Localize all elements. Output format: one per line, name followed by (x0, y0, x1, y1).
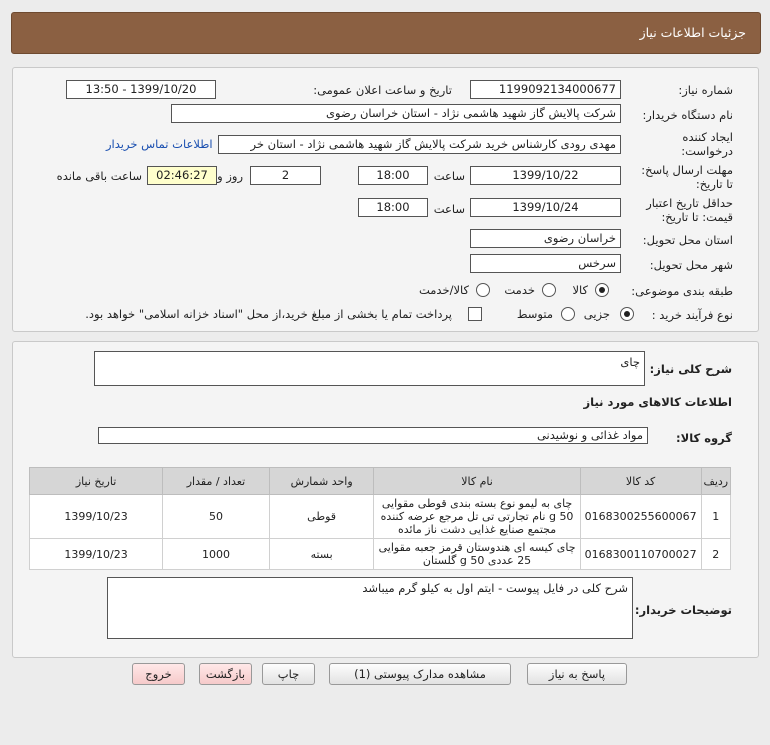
buyer-notes-field: شرح کلی در فایل پیوست - ایتم اول به کیلو گرم میباشد (107, 577, 633, 639)
send-deadline-label-2: تا تاریخ: (695, 177, 733, 191)
validity-time-label: ساعت (433, 202, 465, 216)
process-radio-medium[interactable] (561, 307, 575, 321)
col-header-row: ردیف (701, 468, 730, 495)
buyer-org-field: شرکت پالایش گاز شهید هاشمی نژاد - استان خراسان رضوی (171, 104, 621, 123)
category-radio-goods-service[interactable] (476, 283, 490, 297)
validity-time-field: 18:00 (358, 198, 428, 217)
creator-field: مهدی رودی کارشناس خرید شرکت پالایش گاز شهید هاشمی نژاد - استان خر (218, 135, 621, 154)
process-option-minor: جزیی (583, 307, 610, 321)
cell-row: 2 (701, 539, 730, 570)
category-radio-goods[interactable] (595, 283, 609, 297)
category-radio-service[interactable] (542, 283, 556, 297)
category-option-service: خدمت (504, 283, 535, 297)
validity-label-1: حداقل تاریخ اعتبار (646, 196, 733, 210)
col-header-date: تاریخ نیاز (30, 468, 163, 495)
province-label: استان محل تحویل: (642, 233, 733, 247)
days-field: 2 (250, 166, 321, 185)
announce-label: تاریخ و ساعت اعلان عمومی: (313, 83, 452, 97)
cell-qty: 1000 (163, 539, 270, 570)
col-header-unit: واحد شمارش (269, 468, 374, 495)
cell-date: 1399/10/23 (30, 495, 163, 539)
province-field: خراسان رضوی (470, 229, 621, 248)
buyer-org-label: نام دستگاه خریدار: (642, 108, 733, 122)
city-label: شهر محل تحویل: (649, 258, 733, 272)
remaining-label: ساعت باقی مانده (56, 169, 142, 183)
goods-group-field: مواد غذائی و نوشیدنی (98, 427, 648, 444)
cell-qty: 50 (163, 495, 270, 539)
page-header (11, 12, 761, 54)
send-time-label: ساعت (433, 169, 465, 183)
reply-button[interactable]: پاسخ به نیاز (527, 663, 627, 685)
send-time-field: 18:00 (358, 166, 428, 185)
category-option-goods: کالا (572, 283, 588, 297)
validity-date-field: 1399/10/24 (470, 198, 621, 217)
col-header-qty: تعداد / مقدار (163, 468, 270, 495)
process-label: نوع فرآیند خرید : (651, 308, 733, 322)
print-button[interactable]: چاپ (262, 663, 315, 685)
contact-info-link[interactable]: اطلاعات تماس خریدار (106, 137, 213, 151)
announce-field: 1399/10/20 - 13:50 (66, 80, 216, 99)
creator-label-2: درخواست: (681, 144, 733, 158)
need-number-label: شماره نیاز: (678, 83, 733, 97)
cell-code: 0168300255600067 (580, 495, 701, 539)
goods-table (29, 467, 731, 570)
cell-row: 1 (701, 495, 730, 539)
attachments-button[interactable]: مشاهده مدارک پیوستی (1) (329, 663, 511, 685)
col-header-code: کد کالا (580, 468, 701, 495)
cell-unit: قوطی (269, 495, 374, 539)
process-option-medium: متوسط (516, 307, 553, 321)
cell-unit: بسته (269, 539, 374, 570)
city-field: سرخس (470, 254, 621, 273)
back-button[interactable]: بازگشت (199, 663, 252, 685)
table-header-row (30, 468, 731, 495)
cell-name: چای کیسه ای هندوستان قرمز جعبه مقوایی 25 عددی 50 g گلستان (374, 539, 580, 570)
treasury-payment-note: پرداخت تمام یا بخشی از مبلغ خرید،از محل "اسناد خزانه اسلامی" خواهد بود. (85, 307, 452, 321)
cell-code: 0168300110700027 (580, 539, 701, 570)
need-summary-field: چای (94, 351, 645, 386)
goods-group-label: گروه کالا: (676, 431, 732, 445)
category-label: طبقه بندی موضوعی: (631, 284, 733, 298)
page-title: جزئیات اطلاعات نیاز (639, 25, 746, 40)
cell-date: 1399/10/23 (30, 539, 163, 570)
creator-label-1: ایجاد کننده (682, 130, 733, 144)
col-header-name: نام کالا (374, 468, 580, 495)
table-row (30, 539, 731, 570)
send-deadline-label-1: مهلت ارسال پاسخ: (641, 163, 733, 177)
send-date-field: 1399/10/22 (470, 166, 621, 185)
remaining-time-field: 02:46:27 (147, 166, 217, 185)
cell-name: چای به لیمو نوع بسته بندی قوطی مقوایی 50 g نام تجارتی تی تل مرجع عرضه کننده مجتمع صنایع غذایی دشت ناز مائده (374, 495, 580, 539)
buyer-notes-label: توضیحات خریدار: (634, 603, 732, 617)
treasury-payment-checkbox[interactable] (468, 307, 482, 321)
process-radio-minor[interactable] (620, 307, 634, 321)
validity-label-2: قیمت: تا تاریخ: (661, 210, 733, 224)
goods-info-title: اطلاعات کالاهای مورد نیاز (583, 395, 732, 409)
table-row (30, 495, 731, 539)
need-summary-label: شرح کلی نیاز: (649, 362, 732, 376)
days-label: روز و (217, 169, 243, 183)
category-option-goods-service: کالا/خدمت (418, 283, 469, 297)
need-number-field: 1199092134000677 (470, 80, 621, 99)
exit-button[interactable]: خروج (132, 663, 185, 685)
